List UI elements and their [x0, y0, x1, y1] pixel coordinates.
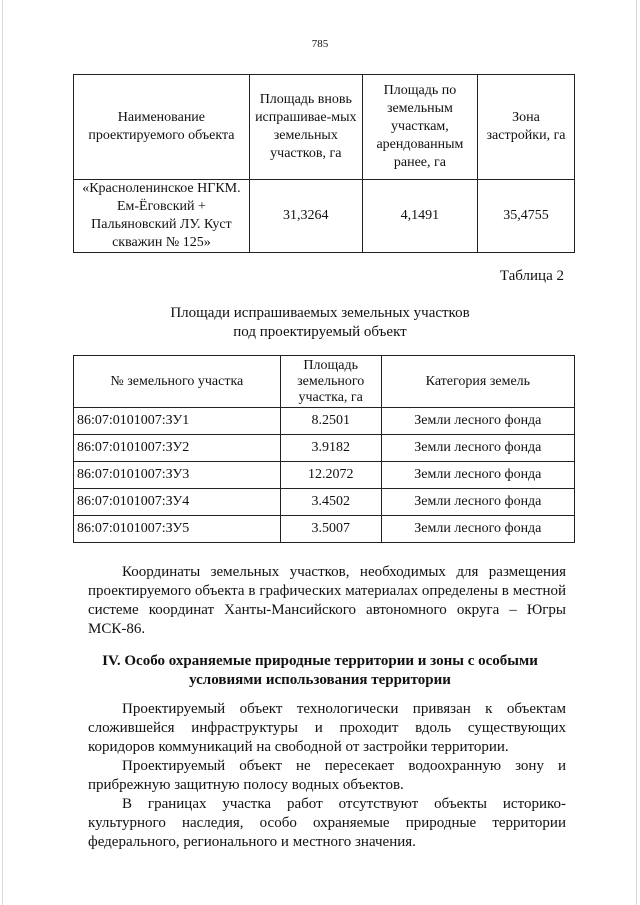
cell-build-zone: 35,4755: [478, 180, 575, 253]
cell-plot-area: 3.5007: [280, 516, 381, 543]
cell-object-name: «Красноленинское НГКМ. Ем-Ёговский + Пальяновский ЛУ. Куст скважин № 125»: [74, 180, 250, 253]
section-heading-line-2: условиями использования территории: [189, 672, 451, 688]
header-plot-number: № земельного участка: [74, 356, 281, 408]
cell-land-category: Земли лесного фонда: [381, 489, 574, 516]
table-row: [74, 462, 575, 489]
cell-plot-area: 3.9182: [280, 435, 381, 462]
header-land-category: Категория земель: [381, 356, 574, 408]
page-number: 785: [311, 38, 329, 50]
project-area-table: [73, 74, 575, 253]
header-object-name: Наименование проектируемого объекта: [74, 75, 250, 180]
header-build-zone: Зона застройки, га: [478, 75, 575, 180]
cell-plot-number: 86:07:0101007:ЗУ3: [74, 462, 281, 489]
scan-edge-right: [636, 0, 637, 905]
cell-plot-area: 3.4502: [280, 489, 381, 516]
cell-land-category: Земли лесного фонда: [381, 516, 574, 543]
table-row: [74, 516, 575, 543]
paragraph-water-zone: Проектируемый объект не пересекает водоохранную зону и прибрежную защитную полосу водных объектов.: [88, 758, 566, 793]
header-plot-area: Площадь земельного участка, га: [280, 356, 381, 408]
table-label: Таблица 2: [499, 268, 564, 284]
cell-plot-area: 8.2501: [280, 408, 381, 435]
paragraph-coordinates: Координаты земельных участков, необходимых для размещения проектируемого объекта в графических материалах определены в местной системе координат Ханты-Мансийского автономного округа – Югры МСК-86.: [88, 564, 566, 637]
paragraph-heritage: В границах участка работ отсутствуют объекты историко-культурного наследия, особо охраняемые природные территории федерального, регионального и местного значения.: [88, 796, 566, 850]
cell-plot-number: 86:07:0101007:ЗУ5: [74, 516, 281, 543]
table-title-line-1: Площади испрашиваемых земельных участков: [170, 305, 470, 321]
cell-plot-number: 86:07:0101007:ЗУ4: [74, 489, 281, 516]
cell-plot-area: 12.2072: [280, 462, 381, 489]
table-row: [74, 408, 575, 435]
table-title: [0, 304, 640, 342]
cell-land-category: Земли лесного фонда: [381, 408, 574, 435]
table-title-line-2: под проектируемый объект: [233, 324, 407, 340]
cell-new-area: 31,3264: [249, 180, 362, 253]
cell-land-category: Земли лесного фонда: [381, 435, 574, 462]
section-heading-line-1: IV. Особо охраняемые природные территории и зоны с особыми: [102, 653, 538, 669]
header-new-area: Площадь вновь испрашивае-мых земельных участков, га: [249, 75, 362, 180]
cell-land-category: Земли лесного фонда: [381, 462, 574, 489]
table-row: [74, 180, 575, 253]
cell-leased-area: 4,1491: [362, 180, 477, 253]
scan-edge-left: [2, 0, 3, 905]
cell-plot-number: 86:07:0101007:ЗУ1: [74, 408, 281, 435]
table-header-row: [74, 75, 575, 180]
cell-plot-number: 86:07:0101007:ЗУ2: [74, 435, 281, 462]
land-plots-table: [73, 355, 575, 543]
table-row: [74, 435, 575, 462]
table-header-row: [74, 356, 575, 408]
table-row: [74, 489, 575, 516]
paragraph-infrastructure: Проектируемый объект технологически привязан к объектам сложившейся инфраструктуры и проходит вдоль существующих коридоров коммуникаций на свободной от застройки территории.: [88, 701, 566, 755]
section-heading: [0, 652, 640, 690]
header-leased-area: Площадь по земельным участкам, арендованным ранее, га: [362, 75, 477, 180]
